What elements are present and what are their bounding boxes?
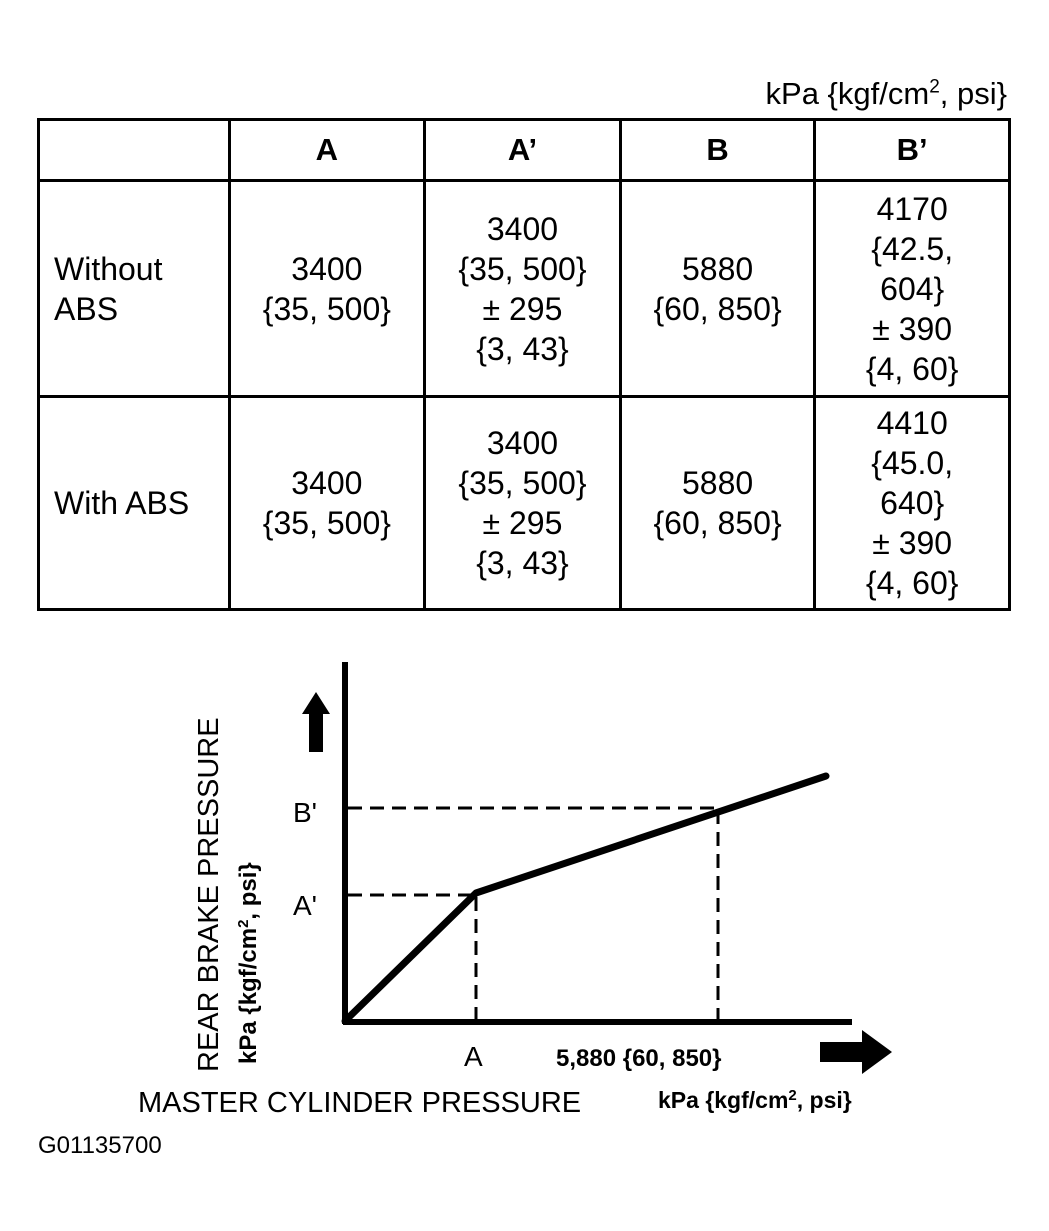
row-label: With ABS: [39, 397, 230, 610]
x-axis-units: kPa {$kgf/cm^2$, psi}: [658, 1086, 852, 1113]
header-a-prime: A’: [425, 120, 621, 181]
header-a: A: [229, 120, 425, 181]
figure-code: G01135700: [38, 1132, 162, 1159]
cell-a-prime: 3400 {35, 500} ± 295 {3, 43}: [425, 181, 621, 397]
marker-b-prime: B': [293, 797, 318, 828]
marker-a-prime: A': [293, 890, 318, 921]
pressure-curve: [345, 776, 826, 1021]
cell-a-prime: 3400 {35, 500} ± 295 {3, 43}: [425, 397, 621, 610]
y-axis-title: REAR BRAKE PRESSURE: [193, 717, 225, 1072]
y-axis-units: kPa {$kgf/cm^2$, psi}: [234, 862, 262, 1064]
right-arrow-icon: [820, 1030, 892, 1074]
row-label: Without ABS: [39, 181, 230, 397]
table-units-caption: kPa {$kgf/cm^2$, psi}: [765, 76, 1007, 111]
marker-b-value: 5,880 {60, 850}: [556, 1045, 722, 1072]
header-b-prime: B’: [815, 120, 1010, 181]
cell-b: 5880 {60, 850}: [620, 181, 815, 397]
header-b: B: [620, 120, 815, 181]
up-arrow-icon: [302, 692, 330, 752]
cell-b-prime: 4170 {42.5, 604} ± 390 {4, 60}: [815, 181, 1010, 397]
marker-a: A: [464, 1041, 483, 1072]
cell-b-prime: 4410 {45.0, 640} ± 390 {4, 60}: [815, 397, 1010, 610]
cell-a: 3400 {35, 500}: [229, 181, 425, 397]
x-axis-title: MASTER CYLINDER PRESSURE: [138, 1087, 582, 1119]
cell-a: 3400 {35, 500}: [229, 397, 425, 610]
cell-b: 5880 {60, 850}: [620, 397, 815, 610]
